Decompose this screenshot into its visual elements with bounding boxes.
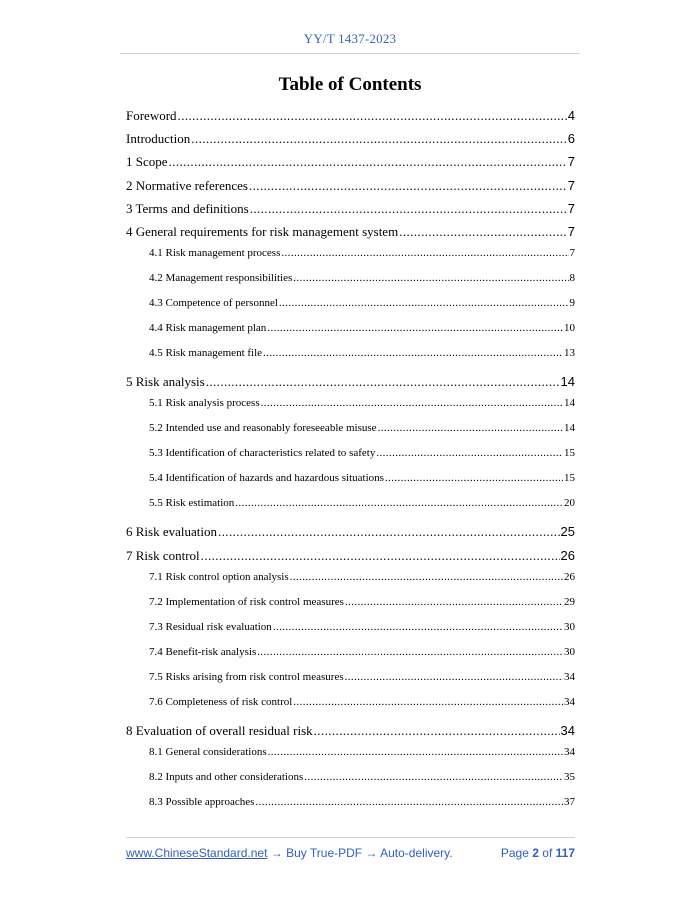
page-current: 2 [532,846,539,860]
toc-leader-dots [249,178,567,194]
toc-entry-page: 25 [560,524,575,540]
toc-entry-label: 1 Scope [126,154,168,170]
toc-entry-label: 4.3 Competence of personnel [149,297,278,310]
header-rule [120,53,580,54]
toc-entry-page: 14 [564,397,575,410]
toc-entry-label: 5.3 Identification of characteristics related to safety [149,447,376,460]
toc-entry[interactable] [126,374,575,397]
toc-entry-label: 3 Terms and definitions [126,200,249,216]
toc-entry-page: 34 [564,670,575,683]
toc-entry-label: 4.5 Risk management file [149,347,263,360]
toc-leader-dots [255,796,563,808]
toc-leader-dots [250,201,567,217]
toc-leader-dots [206,374,560,390]
toc-leader-dots [345,596,563,608]
toc-entry-page: 9 [569,297,575,310]
toc-entry-page: 30 [564,620,575,633]
toc-entry-label: Foreword [126,108,177,123]
toc-entry-page: 7 [567,177,575,193]
page-word: Page [500,846,529,860]
toc-leader-dots [191,131,567,147]
toc-entry-label: Introduction [126,131,191,147]
toc-leader-dots [304,771,563,783]
running-header: YY/T 1437-2023 [303,31,397,46]
toc-entry-label: 4 General requirements for risk management system [126,223,399,239]
toc-entry-page: 37 [564,795,575,808]
toc-entry-page: 7 [567,154,575,170]
toc-leader-dots [279,297,569,309]
promo-text: → Buy True-PDF → Auto-delivery. [270,846,453,860]
toc-entry-label: 2 Normative references [126,177,248,193]
toc-entry-page: 10 [564,322,575,335]
toc-entry-page: 20 [564,497,575,510]
toc-entry-label: 5.2 Intended use and reasonably foreseeable misuse [149,422,377,435]
toc-leader-dots [218,524,560,540]
page-total: 117 [555,846,575,860]
toc-leader-dots [273,621,563,633]
toc-entry-page: 29 [564,595,575,608]
toc-entry-label: 5 Risk analysis [126,374,205,390]
toc-leader-dots [178,108,567,124]
toc-entry-page: 6 [567,131,575,147]
toc-leader-dots [293,696,563,708]
toc-entry-page: 34 [564,745,575,758]
toc-leader-dots [293,272,568,284]
toc-entry-label: 7.6 Completeness of risk control [149,695,293,708]
toc-entry[interactable] [126,746,575,771]
toc-entry-label: 4.2 Management responsibilities [149,272,293,285]
site-link[interactable]: www.ChineseStandard.net [126,846,268,860]
toc-entry[interactable] [126,621,575,646]
toc-entry-page: 26 [564,570,575,583]
toc-entry-label: 7 Risk control [126,547,200,563]
toc-entry[interactable] [126,297,575,322]
toc-entry[interactable] [126,422,575,447]
toc-entry-page: 34 [560,722,575,738]
toc-leader-dots [378,422,563,434]
toc-entry[interactable] [126,596,575,621]
footer-rule [126,837,575,838]
toc-leader-dots [268,746,563,758]
toc-entry-label: 7.4 Benefit-risk analysis [149,645,257,658]
toc-leader-dots [169,154,567,170]
toc-entry[interactable] [126,247,575,272]
toc-entry-label: 8.3 Possible approaches [149,795,255,808]
toc-leader-dots [314,723,560,739]
toc-entry-page: 15 [564,472,575,485]
toc-entry[interactable] [126,771,575,796]
toc-entry[interactable] [126,671,575,696]
toc-entry[interactable] [126,696,575,721]
toc-entry-label: 8.1 General considerations [149,745,267,758]
toc-leader-dots [257,646,563,658]
toc-leader-dots [201,548,560,564]
toc-entry-page: 14 [564,422,575,435]
toc-entry-label: 5.5 Risk estimation [149,497,235,510]
toc-entry[interactable] [126,571,575,596]
toc-leader-dots [263,347,563,359]
toc-entry[interactable] [126,723,575,746]
toc-entry-label: 6 Risk evaluation [126,524,217,540]
toc-entry[interactable] [126,322,575,347]
toc-entry-label: 8.2 Inputs and other considerations [149,770,304,783]
toc-entry-page: 7 [567,223,575,239]
toc-leader-dots [290,571,563,583]
toc-entry[interactable] [126,347,575,372]
toc-entry-page: 30 [564,645,575,658]
toc-entry[interactable] [126,497,575,522]
toc-entry[interactable] [126,224,575,247]
toc-entry[interactable] [126,201,575,224]
toc-entry-label: 7.1 Risk control option analysis [149,570,289,583]
toc-leader-dots [281,247,568,259]
toc-entry-label: 7.5 Risks arising from risk control measures [149,670,344,683]
toc-entry-page: 26 [560,547,575,563]
toc-leader-dots [261,397,563,409]
toc-entry-page: 15 [564,447,575,460]
toc-entry-page: 14 [560,374,575,390]
page-title: Table of Contents [278,74,422,95]
toc-entry-label: 5.1 Risk analysis process [149,397,260,410]
page-indicator [501,846,575,860]
footer [126,846,575,860]
toc-entry-page: 13 [564,347,575,360]
toc-entry-label: 5.4 Identification of hazards and hazardous situations [149,472,384,485]
toc-leader-dots [376,447,563,459]
toc-entry[interactable] [126,447,575,472]
toc-leader-dots [345,671,563,683]
toc-entry-label: 4.4 Risk management plan [149,322,267,335]
toc-entry-page: 7 [567,200,575,216]
toc-entry[interactable] [126,646,575,671]
toc-entry[interactable] [126,131,575,154]
toc-entry-page: 35 [564,770,575,783]
footer-left [126,846,453,860]
toc-entry-label: 8 Evaluation of overall residual risk [126,722,313,738]
toc-leader-dots [267,322,563,334]
toc-entry-page: 34 [564,695,575,708]
toc-entry[interactable] [126,272,575,297]
toc-entry[interactable] [126,796,575,821]
toc-entry[interactable] [126,178,575,201]
toc-leader-dots [399,224,567,240]
toc-entry-page: 8 [569,272,575,285]
toc-leader-dots [385,472,563,484]
toc-entry[interactable] [126,397,575,422]
toc-entry[interactable] [126,548,575,571]
toc-entry-page: 4 [567,108,575,123]
toc-entry-page: 7 [569,247,575,260]
table-of-contents [126,108,575,821]
toc-entry[interactable] [126,154,575,177]
toc-entry[interactable] [126,524,575,547]
toc-entry[interactable] [126,108,575,131]
page-of: of [542,846,553,860]
toc-entry-label: 7.3 Residual risk evaluation [149,620,272,633]
toc-leader-dots [235,497,563,509]
toc-entry-label: 7.2 Implementation of risk control measures [149,595,344,608]
toc-entry[interactable] [126,472,575,497]
toc-entry-label: 4.1 Risk management process [149,247,281,260]
